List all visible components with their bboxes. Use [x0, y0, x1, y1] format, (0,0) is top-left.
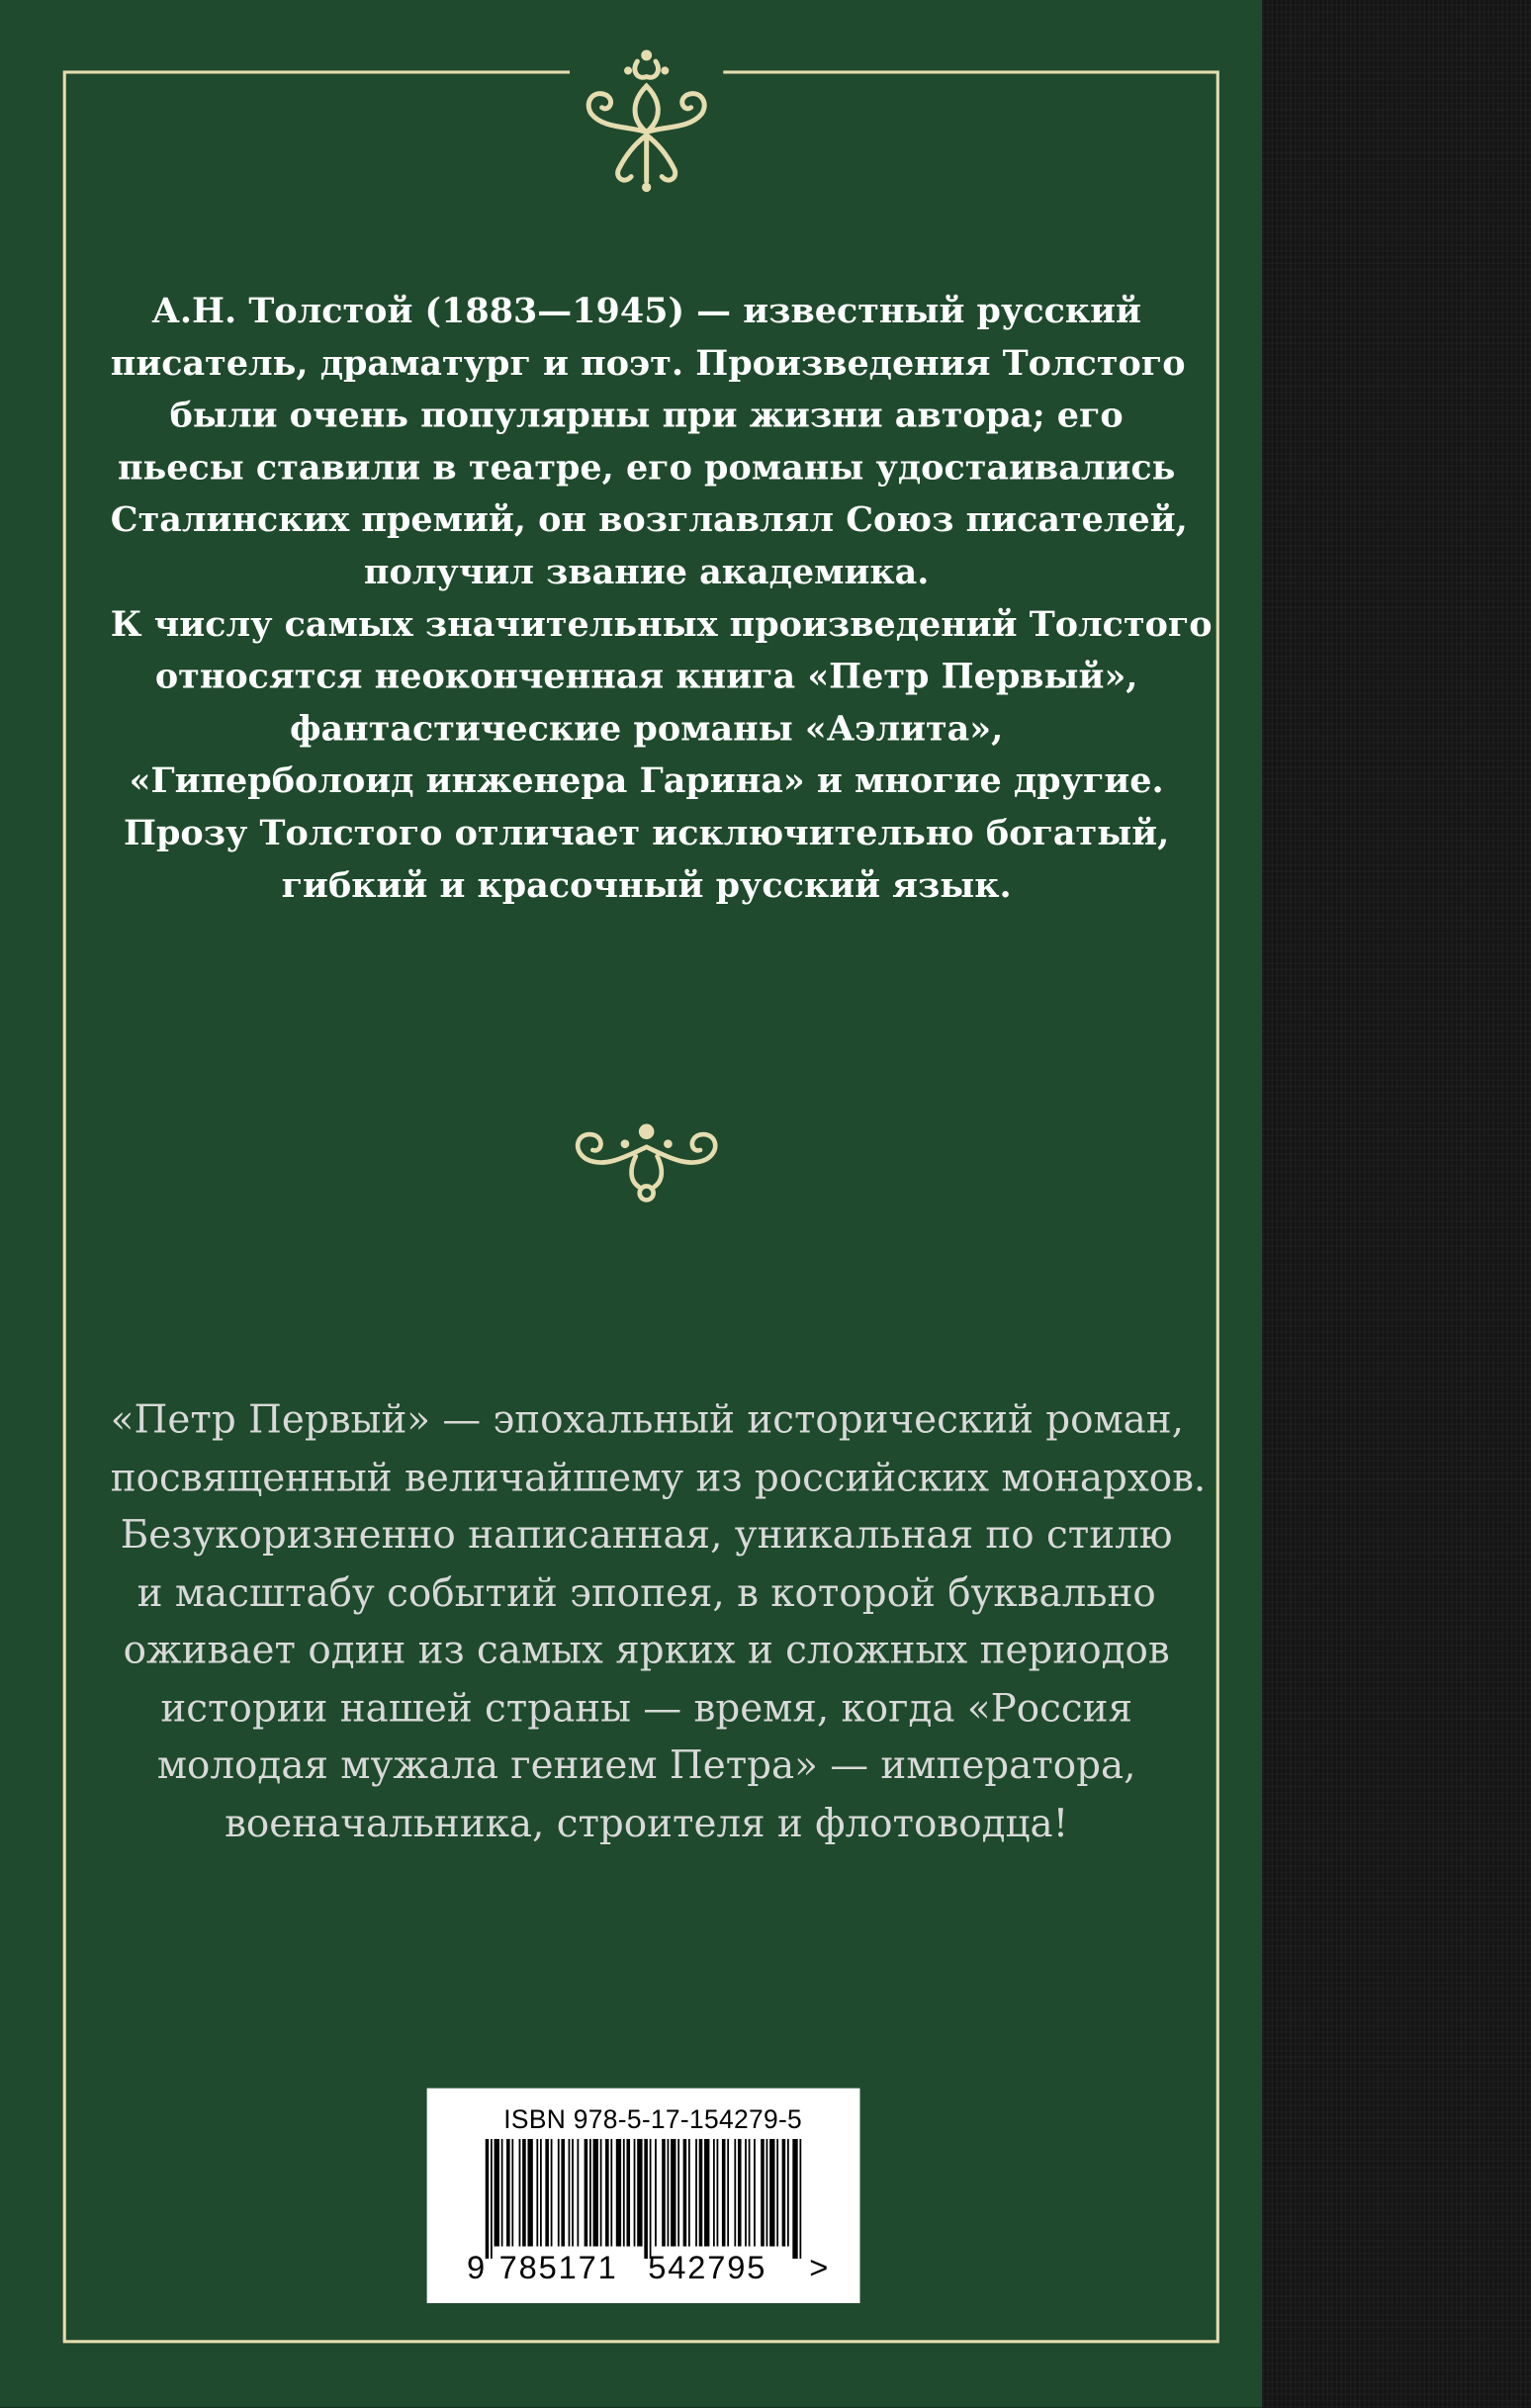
blurb-line: оживает один из самых ярких и сложных периодов — [123, 1627, 1170, 1672]
isbn-barcode-block — [427, 2089, 860, 2303]
scroll-ornament-icon — [562, 1114, 731, 1205]
blurb-line: Безукоризненно написанная, уникальная по стилю — [120, 1512, 1173, 1558]
bio-line: писатель, драматург и поэт. Произведения Толстого — [110, 343, 1186, 385]
bio-line: Сталинских премий, он возглавлял Союз писателей, — [110, 500, 1188, 541]
bio-line: А.Н. Толстой (1883—1945) — известный русский — [151, 292, 1141, 332]
bio-line: относятся неоконченная книга «Петр Первый», — [154, 657, 1138, 697]
bio-line: К числу самых значительных произведений Толстого — [110, 604, 1213, 646]
bio-line: гибкий и красочный русский язык. — [281, 865, 1012, 907]
isbn-label: ISBN 978-5-17-154279-5 — [503, 2104, 803, 2135]
bio-line: были очень популярны при жизни автора; его — [169, 396, 1124, 436]
bio-line: фантастические романы «Аэлита», — [290, 709, 1004, 750]
spine-texture — [1262, 0, 1531, 2408]
bio-line: Прозу Толстого отличает исключительно богатый, — [124, 813, 1170, 854]
bio-line: «Гиперболоид инженера Гарина» и многие другие. — [129, 761, 1164, 802]
book-blurb — [110, 1391, 1207, 1852]
blurb-line: «Петр Первый» — эпохальный исторический роман, — [110, 1396, 1185, 1442]
barcode-end-marker: > — [809, 2251, 831, 2286]
barcode-digit-group-2: 542795 — [648, 2251, 767, 2286]
blurb-line: посвященный величайшему из российских монархов. — [110, 1455, 1207, 1500]
author-bio — [110, 286, 1213, 912]
barcode-icon — [486, 2139, 805, 2259]
bio-line: получил звание академика. — [363, 552, 930, 593]
blurb-line: молодая мужала гением Петра» — императора, — [156, 1742, 1136, 1788]
fleur-ornament-icon — [570, 40, 723, 193]
bio-line: пьесы ставили в театре, его романы удостаивались — [117, 448, 1176, 489]
barcode-digit-first: 9 — [467, 2251, 488, 2286]
blurb-line: военачальника, строителя и флотоводца! — [225, 1800, 1069, 1845]
blurb-line: и масштабу событий эпопея, в которой буквально — [136, 1569, 1156, 1615]
blurb-line: истории нашей страны — время, когда «Россия — [160, 1685, 1132, 1731]
barcode-digit-group-1: 785171 — [498, 2251, 618, 2286]
